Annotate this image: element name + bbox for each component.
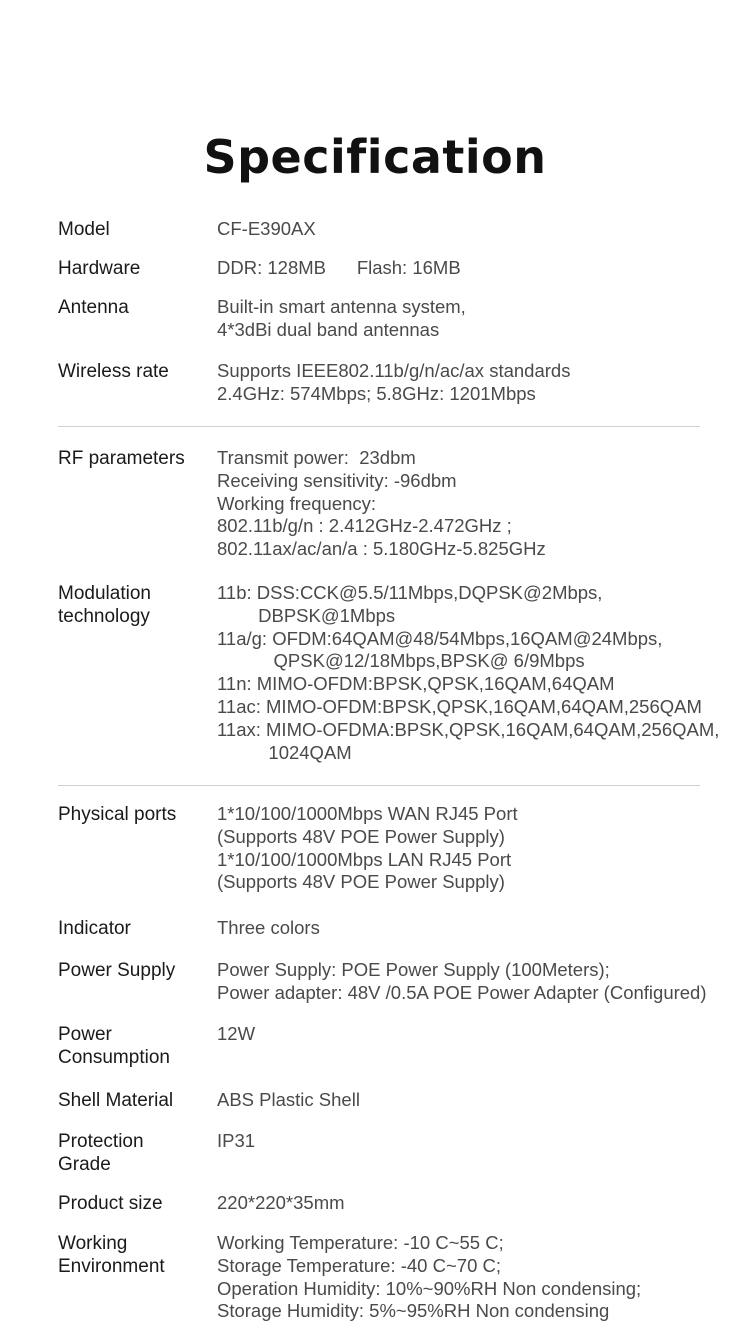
spec-label: Wireless rate xyxy=(58,361,169,382)
spec-label: Working Environment xyxy=(58,1233,165,1277)
spec-value: Supports IEEE802.11b/g/n/ac/ax standards 2.4GHz: 574Mbps; 5.8GHz: 1201Mbps xyxy=(217,360,571,404)
spec-value: 1*10/100/1000Mbps WAN RJ45 Port (Supports 48V POE Power Supply) 1*10/100/1000Mbps LAN RJ45 Port (Supports 48V POE Power Supply) xyxy=(217,803,518,893)
spec-label: Protection Grade xyxy=(58,1131,144,1175)
spec-label: Modulation technology xyxy=(58,583,151,627)
spec-label: Hardware xyxy=(58,258,141,279)
spec-value: DDR: 128MB Flash: 16MB xyxy=(217,257,461,278)
spec-label: Indicator xyxy=(58,918,131,939)
spec-label: Shell Material xyxy=(58,1090,174,1111)
spec-value: Built-in smart antenna system, 4*3dBi dual band antennas xyxy=(217,296,466,340)
spec-label: Product size xyxy=(58,1193,163,1214)
spec-value: Three colors xyxy=(217,917,320,938)
spec-value: Working Temperature: -10 C~55 C; Storage Temperature: -40 C~70 C; Operation Humidity: 10%~90%RH Non condensing; Storage Humidity: 5%~95%RH Non condensing xyxy=(217,1232,642,1322)
spec-value: Power Supply: POE Power Supply (100Meters); Power adapter: 48V /0.5A POE Power Adapter (Configured) xyxy=(217,959,707,1003)
spec-value: 12W xyxy=(217,1023,256,1044)
spec-value: IP31 xyxy=(217,1130,256,1151)
spec-label: Antenna xyxy=(58,297,129,318)
spec-label: Power Consumption xyxy=(58,1024,170,1068)
spec-value: CF-E390AX xyxy=(217,218,316,239)
spec-label: Power Supply xyxy=(58,960,176,981)
section-divider xyxy=(58,426,700,427)
spec-value: ABS Plastic Shell xyxy=(217,1089,360,1110)
page-title: Specification xyxy=(203,129,547,184)
spec-value: Transmit power: 23dbm Receiving sensitivity: -96dbm Working frequency: 802.11b/g/n : 2.412GHz-2.472GHz ; 802.11ax/ac/an/a : 5.180GHz-5.825GHz xyxy=(217,447,546,560)
spec-label: Model xyxy=(58,219,110,240)
spec-label: RF parameters xyxy=(58,448,185,469)
section-divider xyxy=(58,785,700,786)
spec-value: 11b: DSS:CCK@5.5/11Mbps,DQPSK@2Mbps, DBPSK@1Mbps 11a/g: OFDM:64QAM@48/54Mbps,16QAM@24Mbps, QPSK@12/18Mbps,BPSK@ 6/9Mbps 11n: MIMO-OFDM:BPSK,QPSK,16QAM,64QAM 11ac: MIMO-OFDM:BPSK,QPSK,16QAM,64QAM,256QAM 11ax: MIMO-OFDMA:BPSK,QPSK,16QAM,64QAM,256QAM, 1024QAM xyxy=(217,582,720,763)
spec-label: Physical ports xyxy=(58,804,177,825)
spec-value: 220*220*35mm xyxy=(217,1192,345,1213)
